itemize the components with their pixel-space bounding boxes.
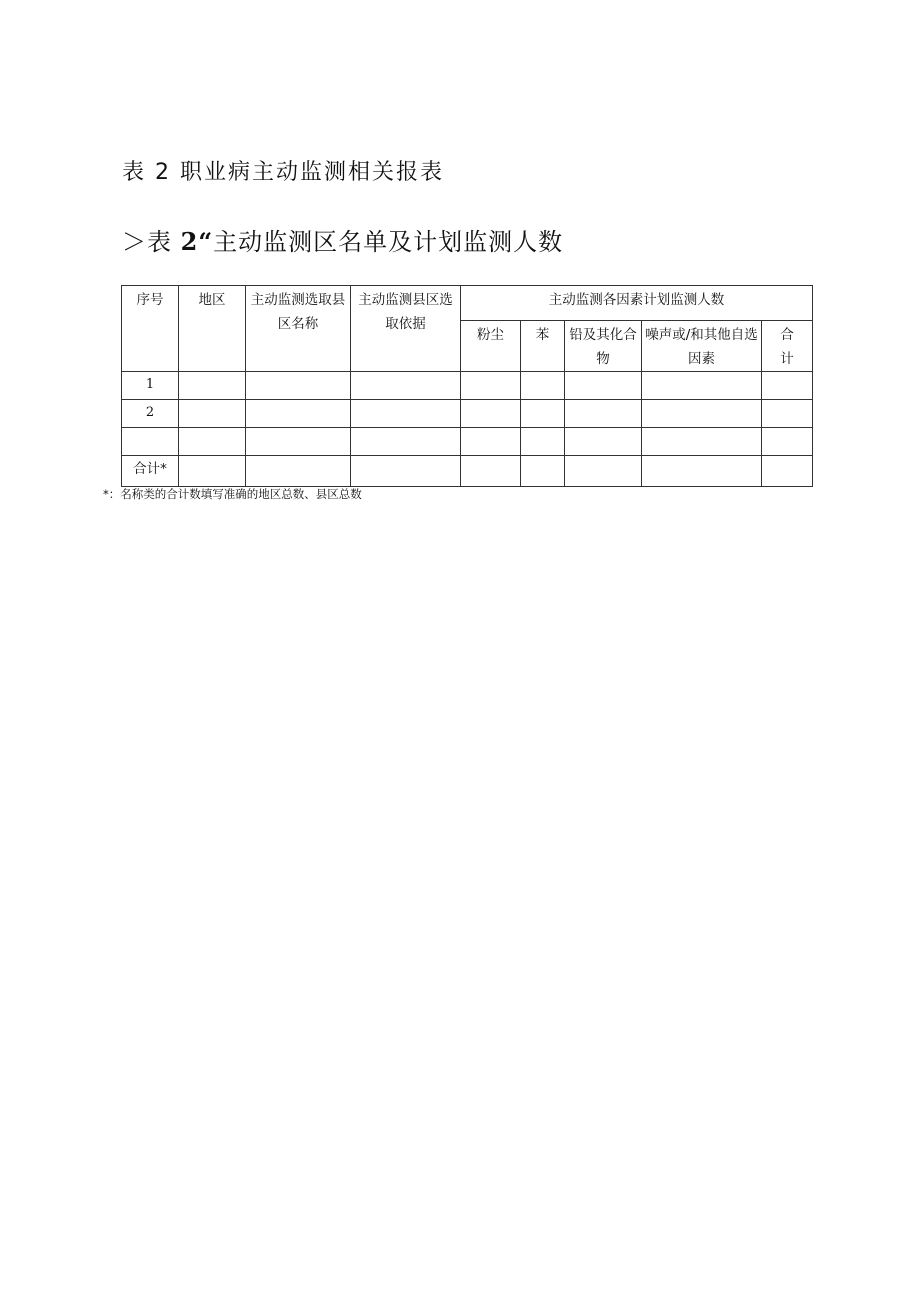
table-cell: [246, 428, 351, 456]
header-factor-benzene: 苯: [521, 321, 565, 372]
table-cell: [351, 400, 461, 428]
table-cell: [461, 428, 521, 456]
table-cell: [521, 428, 565, 456]
table-cell: [565, 400, 642, 428]
table-cell: [351, 428, 461, 456]
page-title: 表 2 职业病主动监测相关报表: [122, 160, 444, 185]
table-row: [122, 400, 813, 428]
table-cell: [642, 428, 762, 456]
table-cell: [179, 400, 246, 428]
table-cell: [565, 372, 642, 400]
table-title: [122, 222, 563, 257]
table-cell: [521, 400, 565, 428]
table-cell: [762, 428, 813, 456]
row-total-label: 合计*: [122, 456, 179, 487]
table-title-number: 2“: [180, 227, 214, 256]
table-cell: [351, 372, 461, 400]
table-cell: [246, 400, 351, 428]
table-cell: [351, 456, 461, 487]
table-cell: [246, 372, 351, 400]
table-cell: [762, 372, 813, 400]
table-title-text: 主动监测区名单及计划监测人数: [213, 228, 564, 256]
table-cell: [642, 456, 762, 487]
header-selection-basis: 主动监测县区选取依据: [351, 286, 461, 372]
table-cell: [642, 400, 762, 428]
table-cell: [762, 400, 813, 428]
header-index: 序号: [122, 286, 179, 372]
table-cell: [461, 400, 521, 428]
table-cell: [565, 428, 642, 456]
table-row: [122, 428, 813, 456]
table-cell: [521, 456, 565, 487]
table-row: [122, 372, 813, 400]
table-cell: [461, 456, 521, 487]
header-row-1: [122, 286, 813, 321]
table-cell: [565, 456, 642, 487]
table-cell: [461, 372, 521, 400]
header-factor-total: 合计: [762, 321, 813, 372]
table-cell: [246, 456, 351, 487]
header-factor-noise: 噪声或/和其他自选因素: [642, 321, 762, 372]
row-index: 2: [122, 400, 179, 428]
table-cell: [762, 456, 813, 487]
header-county-name: 主动监测选取县区名称: [246, 286, 351, 372]
table-cell: [179, 428, 246, 456]
footnote: *：名称类的合计数填写准确的地区总数、县区总数: [103, 487, 362, 501]
table-title-prefix: ＞表: [122, 228, 181, 256]
header-region: 地区: [179, 286, 246, 372]
table-row-total: [122, 456, 813, 487]
table-cell: [642, 372, 762, 400]
table-cell: [521, 372, 565, 400]
header-factor-lead: 铅及其化合物: [565, 321, 642, 372]
monitoring-table: [121, 285, 813, 487]
table-cell: [179, 372, 246, 400]
header-factor-group: 主动监测各因素计划监测人数: [461, 286, 813, 321]
row-index: 1: [122, 372, 179, 400]
table-cell: [179, 456, 246, 487]
row-index: [122, 428, 179, 456]
header-factor-dust: 粉尘: [461, 321, 521, 372]
